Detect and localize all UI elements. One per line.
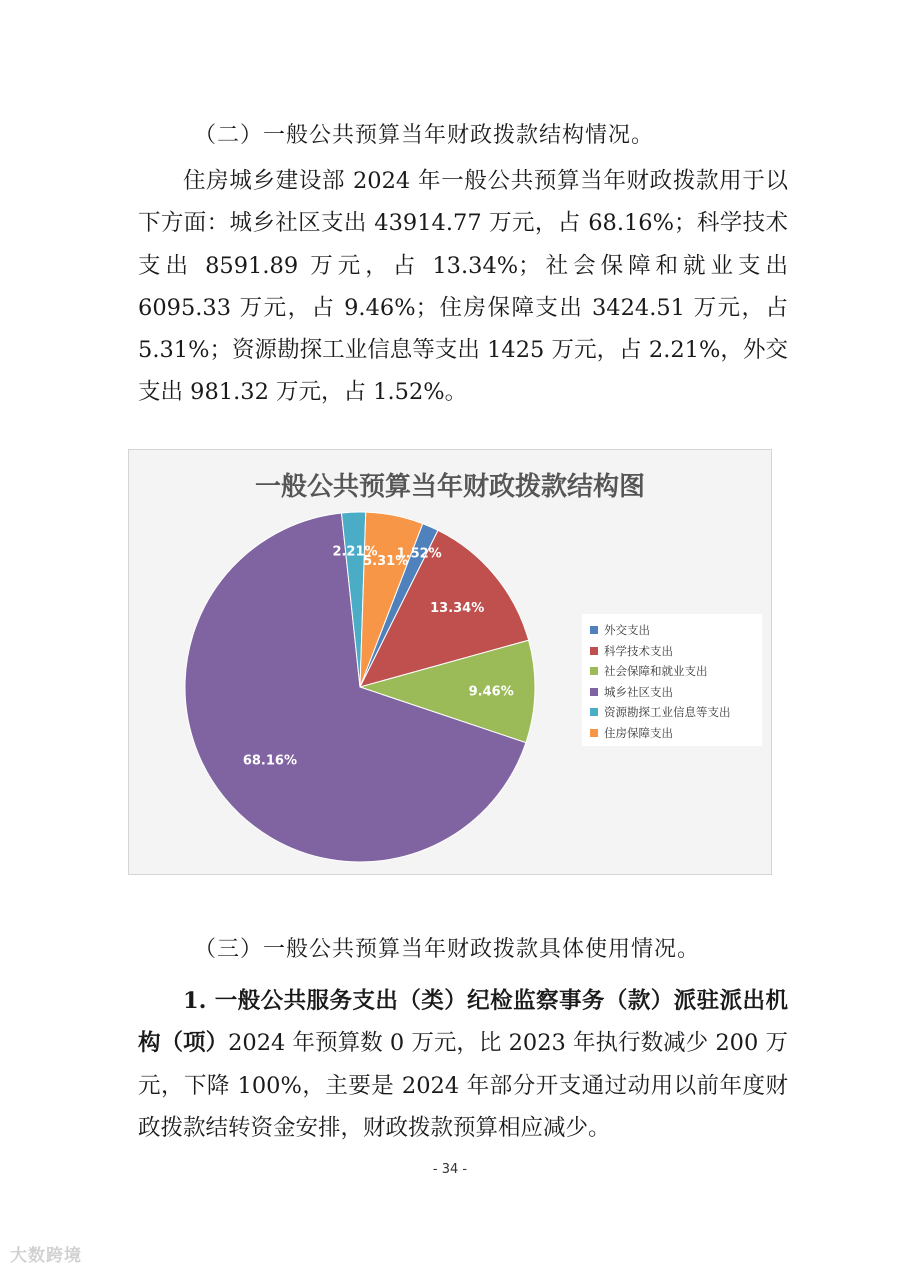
pie-data-label: 1.52% (396, 546, 442, 562)
legend-item (590, 641, 754, 662)
pie-data-label: 68.16% (242, 753, 298, 769)
legend-label: 住房保障支出 (604, 725, 673, 740)
pie-data-label: 5.31% (363, 554, 409, 570)
legend-swatch (590, 667, 598, 675)
chart-title: 一般公共预算当年财政拨款结构图 (254, 472, 645, 502)
legend-swatch (590, 626, 598, 634)
legend-label: 资源勘探工业信息等支出 (604, 705, 731, 720)
pie-data-label: 9.46% (468, 684, 514, 700)
section2-heading: （二）一般公共预算当年财政拨款结构情况。 (194, 123, 655, 148)
legend-item (590, 702, 754, 723)
legend-item (590, 723, 754, 744)
legend-label: 科学技术支出 (604, 643, 673, 658)
legend-item (590, 620, 754, 641)
legend-label: 外交支出 (604, 623, 650, 638)
section3-item1 (138, 980, 788, 1149)
section3-heading: （三）一般公共预算当年财政拨款具体使用情况。 (194, 937, 701, 962)
item1-title: 1. 一般公共服务支出（类）纪检监察事务（款）派驻派出机构（项） (138, 988, 788, 1057)
item1-text: 2024 年预算数 0 万元，比 2023 年执行数减少 200 万元，下降 100%，主要是 2024 年部分开支通过动用以前年度财政拨款结转资金安排，财政拨款预算相应减少。 (138, 1030, 788, 1141)
pie-data-label: 2.21% (332, 544, 378, 560)
pie-data-label: 13.34% (430, 600, 485, 616)
page-number: - 34 - (432, 1162, 468, 1177)
legend-swatch (590, 647, 598, 655)
chart-legend (582, 614, 762, 746)
legend-swatch (590, 729, 598, 737)
watermark: 大数跨境 (10, 1246, 82, 1266)
legend-item (590, 682, 754, 703)
legend-label: 社会保障和就业支出 (604, 664, 708, 679)
section2-paragraph: 住房城乡建设部 2024 年一般公共预算当年财政拨款用于以下方面：城乡社区支出 43914.77 万元，占 68.16%；科学技术支出 8591.89 万元，占 13.34%；社会保障和就业支出 6095.33 万元，占 9.46%；住房保障支出 3424.51 万元，占 5.31%；资源勘探工业信息等支出 1425 万元，占 2.21%，外交支出 981.32 万元，占 1.52%。 (138, 168, 788, 406)
legend-item (590, 661, 754, 682)
legend-swatch (590, 688, 598, 696)
legend-label: 城乡社区支出 (604, 684, 673, 699)
legend-swatch (590, 708, 598, 716)
